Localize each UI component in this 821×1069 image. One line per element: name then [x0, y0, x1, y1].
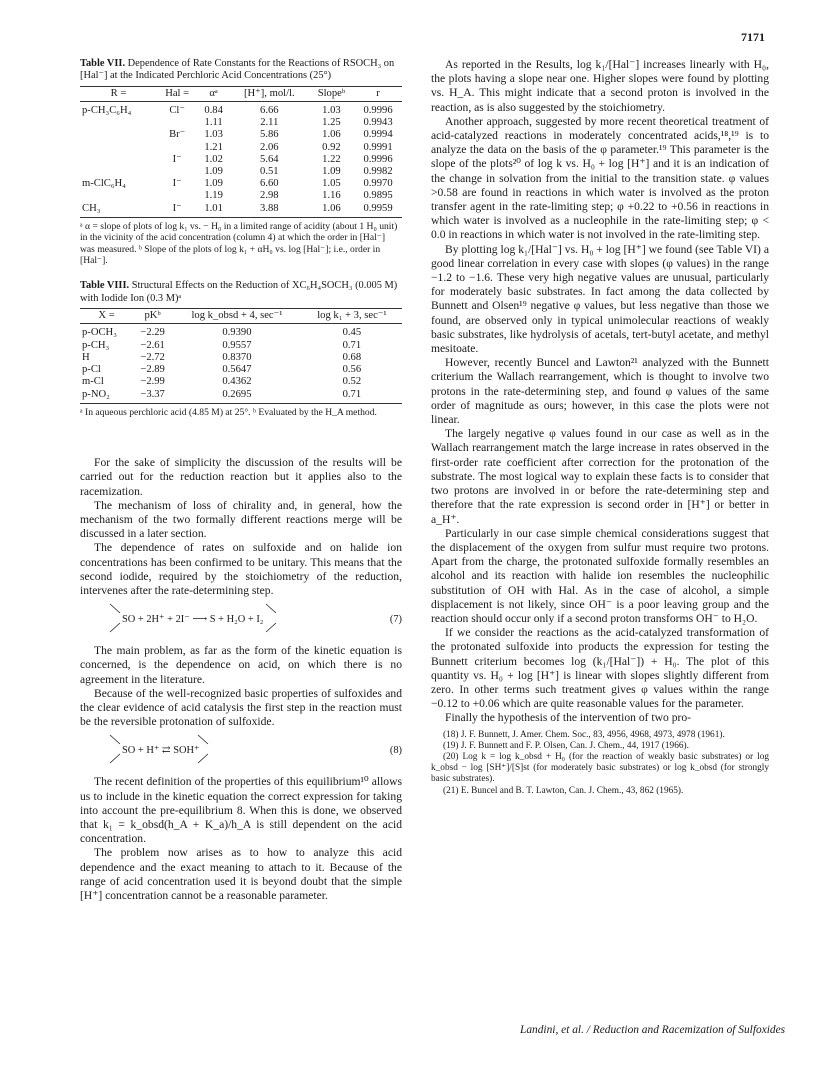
- reference-item: (19) J. F. Bunnett and F. P. Olsen, Can. J. Chem., 44, 1917 (1966).: [443, 740, 689, 751]
- table8-cell: 0.71: [302, 389, 402, 404]
- table7-header-cell: Slopeᵇ: [309, 86, 354, 101]
- running-footer: Landini, et al. / Reduction and Racemization of Sulfoxides: [520, 1024, 786, 1036]
- table7-cell: 1.09: [322, 166, 341, 178]
- body-paragraph: The problem now arises as to how to analyze this acid dependence and the exact meaning to attach to it. Because of the range of acid concentration used it is beyond doubt that the simple [H⁺] concentration cannot be a reasonable parameter.: [80, 846, 402, 902]
- table8-cell: 0.5647: [222, 364, 252, 376]
- table7-cell: 0.9959: [354, 203, 402, 218]
- table7-cell: [157, 190, 197, 202]
- table7-cell: 1.09: [204, 166, 223, 178]
- equation-7: [80, 598, 402, 644]
- body-paragraph: Particularly in our case simple chemical considerations suggest that the displacement of the oxygen from sulfur must require two protons. Apart from the charge, the protonated sulfoxide formally resembles an alcohol and its reaction with halide ion resembles the nucleophilic substitution of OH with Hal. As in the case of alcohol, a simple displacement is not likely, since OH⁻ is a poor leaving group and the reaction should occur only if a second proton transforms OH⁻ to H₂O.: [431, 526, 769, 625]
- table7-cell: 0.9982: [363, 166, 393, 178]
- reference-item: (20) Log k = log k_obsd + H₀ (for the reaction of weakly basic substrates) or log k_obsd − log [SH⁺]/[S]st (for moderately basic substrates) or log k_obsd (for strongly basic substrates).: [431, 751, 769, 785]
- table8-cell: m-Cl: [82, 376, 104, 388]
- table8-cell: 0.56: [342, 364, 362, 376]
- table7-header-cell: r: [354, 86, 402, 101]
- table7-cell: p-CH₃C₆H₄: [82, 105, 132, 117]
- table7-cell: 1.06: [309, 203, 354, 218]
- table7-cell: 0.9895: [363, 190, 393, 202]
- table8-cell: 0.9390: [222, 327, 252, 339]
- table-row: [80, 102, 402, 118]
- table7-cell: 1.19: [204, 190, 223, 202]
- table-row: [80, 352, 402, 364]
- table8-cell: 0.9557: [222, 339, 252, 351]
- references: [431, 730, 769, 797]
- body-paragraph: Finally the hypothesis of the intervention of two pro-: [445, 711, 692, 725]
- table7-footnote: ᵃ α = slope of plots of log k₁ vs. − H₀ in a limited range of acidity (about 1 H₀ unit) in the vicinity of the acid concentration (column 4) at which the order in [Hal⁻] was measured. ᵇ Slope of the plots of log k₁ + αH₀ vs. log [Hal⁻]; i.e., order in [Hal⁻].: [80, 220, 398, 267]
- table7-caption: [80, 58, 402, 83]
- table8-cell: p-OCH₃: [82, 327, 117, 339]
- table8-cell: −2.99: [140, 376, 165, 388]
- table7-cell: [80, 117, 157, 129]
- table-row: [80, 178, 402, 190]
- table7-cell: 6.60: [260, 178, 279, 190]
- table7-cell: 3.88: [230, 203, 309, 218]
- table7-cell: [157, 166, 197, 178]
- table7-cell: 1.25: [322, 117, 341, 129]
- table7-cell: 1.16: [322, 190, 341, 202]
- table-row: [80, 154, 402, 166]
- table7-cell: 1.02: [204, 153, 223, 165]
- table-row: [80, 142, 402, 154]
- body-paragraph: If we consider the reactions as the acid-catalyzed transformation of the protonated sulfoxide into products the expression for testing the Bunnett criterium becomes log (k₁/[Hal⁻]) + H₀. The plot of this quantity vs. H₀ + log [H⁺] is linear with slopes slightly different from zero. In other terms such treatment gives φ values within the range −0.12 to +0.06 which are quite reasonable values for the parameter.: [431, 626, 769, 711]
- body-paragraph: By plotting log k₁/[Hal⁻] vs. H₀ + log [H⁺] we found (see Table VI) a good linear correlation in every case with slopes (φ values) in the range −1.2 to −1.6. These very high negative values are unusual, particularly for moderately basic substrates. In fact among the data collected by Bunnett and Olsen¹⁹ negative φ values, but less negative than those we found, are observed only in typical unimolecular reactions of weakly basic substrates, like hydrolysis of acetals, tert-butyl acetate, and methyl mesitoate.: [431, 242, 769, 356]
- table7-header-cell: R =: [80, 86, 157, 101]
- table7-cell: I⁻: [172, 178, 182, 190]
- table8-cell: −2.61: [140, 339, 165, 351]
- table-row: [80, 190, 402, 202]
- table7-cell: I⁻: [157, 203, 197, 218]
- right-column: [431, 58, 769, 797]
- table8-cell: p-Cl: [82, 364, 101, 376]
- table7-cell: 5.64: [260, 153, 279, 165]
- table7-cell: [80, 154, 157, 166]
- table7-cell: Br⁻: [169, 129, 186, 141]
- body-paragraph: Because of the well-recognized basic properties of sulfoxides and the clear evidence of acid catalysis the first step in the reaction must be the reversible protonation of sulfoxide.: [80, 686, 402, 729]
- table7-cell: [80, 190, 157, 202]
- body-paragraph: The dependence of rates on sulfoxide and on halide ion concentrations has been confirmed to be unitary. This means that the second iodide, required by the stoichiometry of the reduction, intervenes after the rate-determining step.: [80, 541, 402, 597]
- table-row: [80, 324, 402, 340]
- table7-cell: 0.92: [322, 141, 341, 153]
- table8: [80, 308, 402, 403]
- table7-cell: Cl⁻: [169, 105, 185, 117]
- table7-cell: CH₃: [80, 203, 157, 218]
- table8-cell: −2.72: [140, 351, 165, 363]
- table-row: [80, 203, 402, 218]
- table7-cell: [80, 142, 157, 154]
- equation-8: [80, 729, 402, 775]
- body-paragraph: The largely negative φ values found in our case as well as in the Wallach rearrangement match the large increase in rates observed in the first-order rate coefficient after correction for the protonation of the substrate. The most logical way to explain these facts is to consider that two protons are involved in or before the rate-determining step and therefore that the rate expression is second order in [H⁺] or better in a_H⁺.: [431, 427, 769, 526]
- body-paragraph: The mechanism of loss of chirality and, in general, how the mechanism of the two formally different reactions merge will be discussed in a later section.: [80, 498, 402, 541]
- table7-cell: 5.86: [260, 129, 279, 141]
- table7-caption-text: Dependence of Rate Constants for the Reactions of RSOCH₃ on [Hal⁻] at the Indicated Perchloric Acid Concentrations (25°): [80, 58, 395, 82]
- body-paragraph: The recent definition of the properties of this equilibrium¹⁰ allows us to include in the kinetic equation the correct expression for taking into account the pre-equilibrium 8. When this is done, we observed that k₁ = k_obsd(h_A + K_a)/h_A is still dependent on the acid concentration.: [80, 775, 402, 846]
- table8-header-cell: pKᵇ: [133, 309, 172, 324]
- table7-cell: [157, 142, 197, 154]
- table8-cell: −3.37: [133, 389, 172, 404]
- table7-cell: m-ClC₆H₄: [82, 178, 126, 190]
- equation-7-number: (7): [389, 614, 402, 626]
- table7-cell: 1.11: [204, 117, 223, 129]
- table8-footnote: ᵃ In aqueous perchloric acid (4.85 M) at 25°. ᵇ Evaluated by the H_A method.: [80, 406, 377, 418]
- table8-cell: 0.71: [342, 339, 362, 351]
- table7-cell: 6.66: [260, 105, 279, 117]
- table7-header-cell: αᵃ: [197, 86, 230, 101]
- table7-label: Table VII.: [80, 58, 126, 69]
- table8-cell: 0.52: [342, 376, 362, 388]
- equation-7-text: SO + 2H⁺ + 2I⁻ ⟶ S + H₂O + I₂: [122, 614, 264, 626]
- table8-cell: 0.68: [342, 351, 362, 363]
- reference-item: (21) E. Buncel and B. T. Lawton, Can. J. Chem., 43, 862 (1965).: [443, 785, 684, 796]
- table8-cell: −2.89: [140, 364, 165, 376]
- table7-cell: 1.22: [322, 153, 341, 165]
- table7-cell: [80, 166, 157, 178]
- table7: [80, 86, 402, 218]
- table8-cell: 0.8370: [222, 351, 252, 363]
- table-row: [80, 364, 402, 376]
- table7-cell: 0.9991: [363, 141, 393, 153]
- table-row: [80, 340, 402, 352]
- table7-cell: 1.05: [322, 178, 341, 190]
- table7-cell: 0.9996: [363, 105, 393, 117]
- table7-cell: 1.21: [204, 141, 223, 153]
- left-column: [80, 58, 402, 903]
- table7-cell: [157, 117, 197, 129]
- reference-item: (18) J. F. Bunnett, J. Amer. Chem. Soc., 83, 4956, 4968, 4973, 4978 (1961).: [443, 729, 725, 740]
- body-paragraph: For the sake of simplicity the discussion of the results will be carried out for the reduction reaction but it applies also to the racemization.: [80, 456, 402, 498]
- table-row: [80, 389, 402, 404]
- table8-cell: H: [82, 351, 90, 363]
- table7-header-cell: [H⁺], mol/l.: [230, 86, 309, 101]
- table8-header-cell: X =: [80, 309, 133, 324]
- table8-caption-text: Structural Effects on the Reduction of XC₆H₄SOCH₃ (0.005 M) with Iodide Ion (0.3 M)ᵃ: [80, 280, 398, 304]
- equation-8-number: (8): [389, 745, 402, 757]
- table8-label: Table VIII.: [80, 280, 130, 292]
- table7-cell: 1.01: [197, 203, 230, 218]
- table7-cell: 0.9943: [363, 117, 393, 129]
- table8-cell: p-NO₂: [80, 389, 133, 404]
- table7-cell: [80, 129, 157, 141]
- table7-cell: 1.03: [322, 105, 341, 117]
- page-number: 7171: [741, 30, 765, 44]
- table7-header-cell: Hal =: [157, 86, 197, 101]
- table7-cell: 1.06: [322, 129, 341, 141]
- table-row: [80, 166, 402, 178]
- table8-cell: −2.29: [140, 327, 165, 339]
- table7-cell: 1.09: [204, 178, 223, 190]
- table7-cell: 2.11: [260, 117, 279, 129]
- table8-cell: 0.45: [342, 327, 362, 339]
- body-paragraph: As reported in the Results, log k₁/[Hal⁻] increases linearly with H₀, the plots having a slope near one. Higher slopes were found by plotting vs. H_A. This might indicate that a second proton is involved in the reaction, as is also suggested by the stoichiometry.: [431, 58, 769, 114]
- table7-cell: 2.06: [260, 141, 279, 153]
- table7-cell: 2.98: [260, 190, 279, 202]
- body-paragraph: Another approach, suggested by more recent theoretical treatment of acid-catalyzed reactions in moderately concentrated acids,¹⁸,¹⁹ is to analyze the data on the basis of the φ parameter.¹⁹ This parameter is the slope of the plots²⁰ of log k vs. H₀ + log [H⁺] and it is an indication of the change in solvation from the initial to the transition state. φ values >0.58 are found in reactions in which water is involved as the proton transfer agent in the rate-limiting step; φ +0.22 to +0.56 in reactions in which water is involved as a nucleophile in the rate-limiting step; φ < 0.0 in reactions in which water is not involved in the rate-limiting step.: [431, 114, 769, 242]
- table8-cell: 0.4362: [222, 376, 252, 388]
- table7-cell: 0.51: [260, 166, 279, 178]
- body-paragraph: However, recently Buncel and Lawton²¹ analyzed with the Bunnett criterium the Wallach rearrangement, which is thought to involve two protons in the rate-determining step, and found φ values of the same order of magnitude as ours; however, in this case the plots were not linear.: [431, 356, 769, 427]
- table7-cell: 0.9996: [363, 153, 393, 165]
- table8-header-cell: log k_obsd + 4, sec⁻¹: [172, 309, 302, 324]
- table8-header-cell: log k₁ + 3, sec⁻¹: [302, 309, 402, 324]
- table7-cell: 0.84: [204, 105, 223, 117]
- table7-cell: 1.03: [204, 129, 223, 141]
- table7-cell: 0.9970: [363, 178, 393, 190]
- table7-cell: 0.9994: [363, 129, 393, 141]
- table8-cell: p-CH₃: [82, 339, 110, 351]
- table8-cell: 0.2695: [172, 389, 302, 404]
- body-paragraph: The main problem, as far as the form of the kinetic equation is concerned, is the dependence on acid, on which there is no agreement in the literature.: [80, 644, 402, 686]
- table7-cell: I⁻: [172, 153, 182, 165]
- table8-caption: [80, 280, 402, 305]
- table-row: [80, 117, 402, 129]
- equation-8-text: SO + H⁺ ⇄ SOH⁺: [122, 745, 200, 757]
- table-row: [80, 129, 402, 141]
- table-row: [80, 376, 402, 388]
